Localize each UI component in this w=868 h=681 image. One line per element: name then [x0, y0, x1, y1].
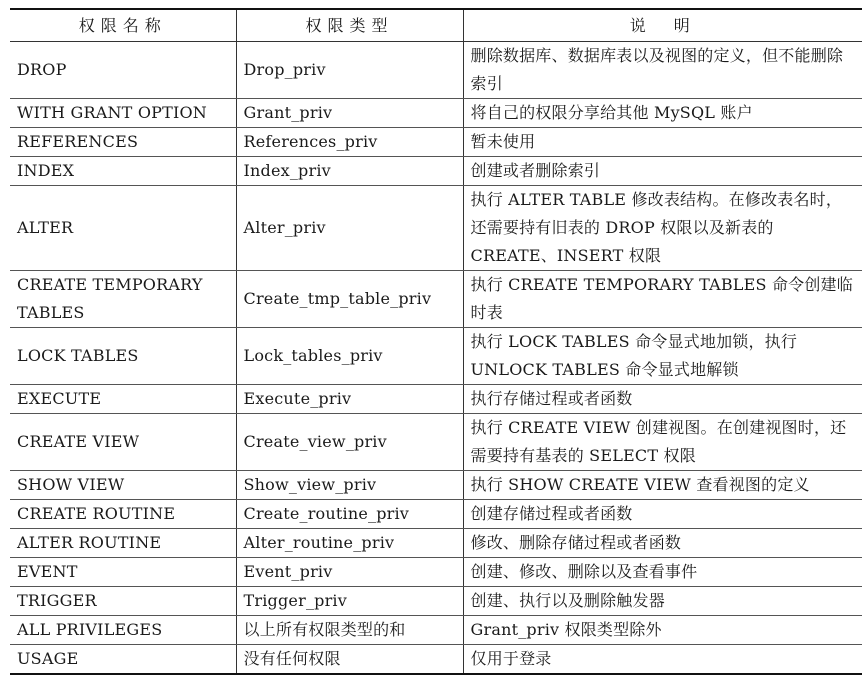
table-row: [10, 99, 862, 128]
table-row: [10, 500, 862, 529]
table-row: [10, 616, 862, 645]
privilege-type-cell: Alter_priv: [236, 186, 463, 271]
table-row: [10, 186, 862, 271]
description-cell: 执行 CREATE VIEW 创建视图。在创建视图时，还需要持有基表的 SELECT 权限: [463, 414, 862, 471]
description-cell: 将自己的权限分享给其他 MySQL 账户: [463, 99, 862, 128]
privilege-name-cell: ALTER: [10, 186, 236, 271]
description-cell: 执行 ALTER TABLE 修改表结构。在修改表名时，还需要持有旧表的 DROP 权限以及新表的 CREATE、INSERT 权限: [463, 186, 862, 271]
privilege-type-cell: Execute_priv: [236, 385, 463, 414]
privilege-name-cell: WITH GRANT OPTION: [10, 99, 236, 128]
privilege-type-cell: Lock_tables_priv: [236, 328, 463, 385]
table-row: [10, 529, 862, 558]
privilege-type-cell: Show_view_priv: [236, 471, 463, 500]
privilege-name-cell: EXECUTE: [10, 385, 236, 414]
description-cell: 执行 SHOW CREATE VIEW 查看视图的定义: [463, 471, 862, 500]
privilege-name-cell: DROP: [10, 42, 236, 99]
table-row: [10, 471, 862, 500]
table-row: [10, 587, 862, 616]
privilege-name-cell: SHOW VIEW: [10, 471, 236, 500]
privilege-type-cell: 没有任何权限: [236, 645, 463, 675]
description-cell: 创建、修改、删除以及查看事件: [463, 558, 862, 587]
table-row: [10, 128, 862, 157]
privilege-type-cell: Event_priv: [236, 558, 463, 587]
description-cell: 创建、执行以及删除触发器: [463, 587, 862, 616]
table-row: [10, 42, 862, 99]
table-row: [10, 157, 862, 186]
table-row: [10, 414, 862, 471]
description-cell: 修改、删除存储过程或者函数: [463, 529, 862, 558]
table-row: [10, 385, 862, 414]
header-description: 说 明: [463, 9, 862, 42]
description-cell: 执行存储过程或者函数: [463, 385, 862, 414]
privilege-type-cell: 以上所有权限类型的和: [236, 616, 463, 645]
privilege-name-cell: LOCK TABLES: [10, 328, 236, 385]
privilege-name-cell: CREATE ROUTINE: [10, 500, 236, 529]
privilege-name-cell: ALL PRIVILEGES: [10, 616, 236, 645]
privilege-type-cell: Trigger_priv: [236, 587, 463, 616]
privilege-name-cell: REFERENCES: [10, 128, 236, 157]
description-cell: 执行 LOCK TABLES 命令显式地加锁，执行 UNLOCK TABLES 命令显式地解锁: [463, 328, 862, 385]
privilege-name-cell: USAGE: [10, 645, 236, 675]
privilege-type-cell: Index_priv: [236, 157, 463, 186]
privilege-type-cell: Grant_priv: [236, 99, 463, 128]
privilege-type-cell: Drop_priv: [236, 42, 463, 99]
privilege-type-cell: Create_routine_priv: [236, 500, 463, 529]
header-row: [10, 9, 862, 42]
privilege-type-cell: Create_view_priv: [236, 414, 463, 471]
description-cell: 执行 CREATE TEMPORARY TABLES 命令创建临时表: [463, 271, 862, 328]
description-cell: 创建存储过程或者函数: [463, 500, 862, 529]
table-body: [10, 42, 862, 675]
privilege-name-cell: CREATE TEMPORARY TABLES: [10, 271, 236, 328]
privilege-table: [10, 8, 862, 675]
description-cell: 删除数据库、数据库表以及视图的定义，但不能删除索引: [463, 42, 862, 99]
table-row: [10, 271, 862, 328]
privilege-name-cell: TRIGGER: [10, 587, 236, 616]
header-privilege-name: 权限名称: [10, 9, 236, 42]
table-row: [10, 328, 862, 385]
table-row: [10, 558, 862, 587]
description-cell: 创建或者删除索引: [463, 157, 862, 186]
privilege-type-cell: Alter_routine_priv: [236, 529, 463, 558]
description-cell: Grant_priv 权限类型除外: [463, 616, 862, 645]
description-cell: 仅用于登录: [463, 645, 862, 675]
description-cell: 暂未使用: [463, 128, 862, 157]
table-row: [10, 645, 862, 675]
privilege-name-cell: ALTER ROUTINE: [10, 529, 236, 558]
privilege-type-cell: Create_tmp_table_priv: [236, 271, 463, 328]
privilege-name-cell: CREATE VIEW: [10, 414, 236, 471]
header-privilege-type: 权限类型: [236, 9, 463, 42]
privilege-type-cell: References_priv: [236, 128, 463, 157]
privilege-name-cell: INDEX: [10, 157, 236, 186]
table-header: [10, 9, 862, 42]
privilege-name-cell: EVENT: [10, 558, 236, 587]
